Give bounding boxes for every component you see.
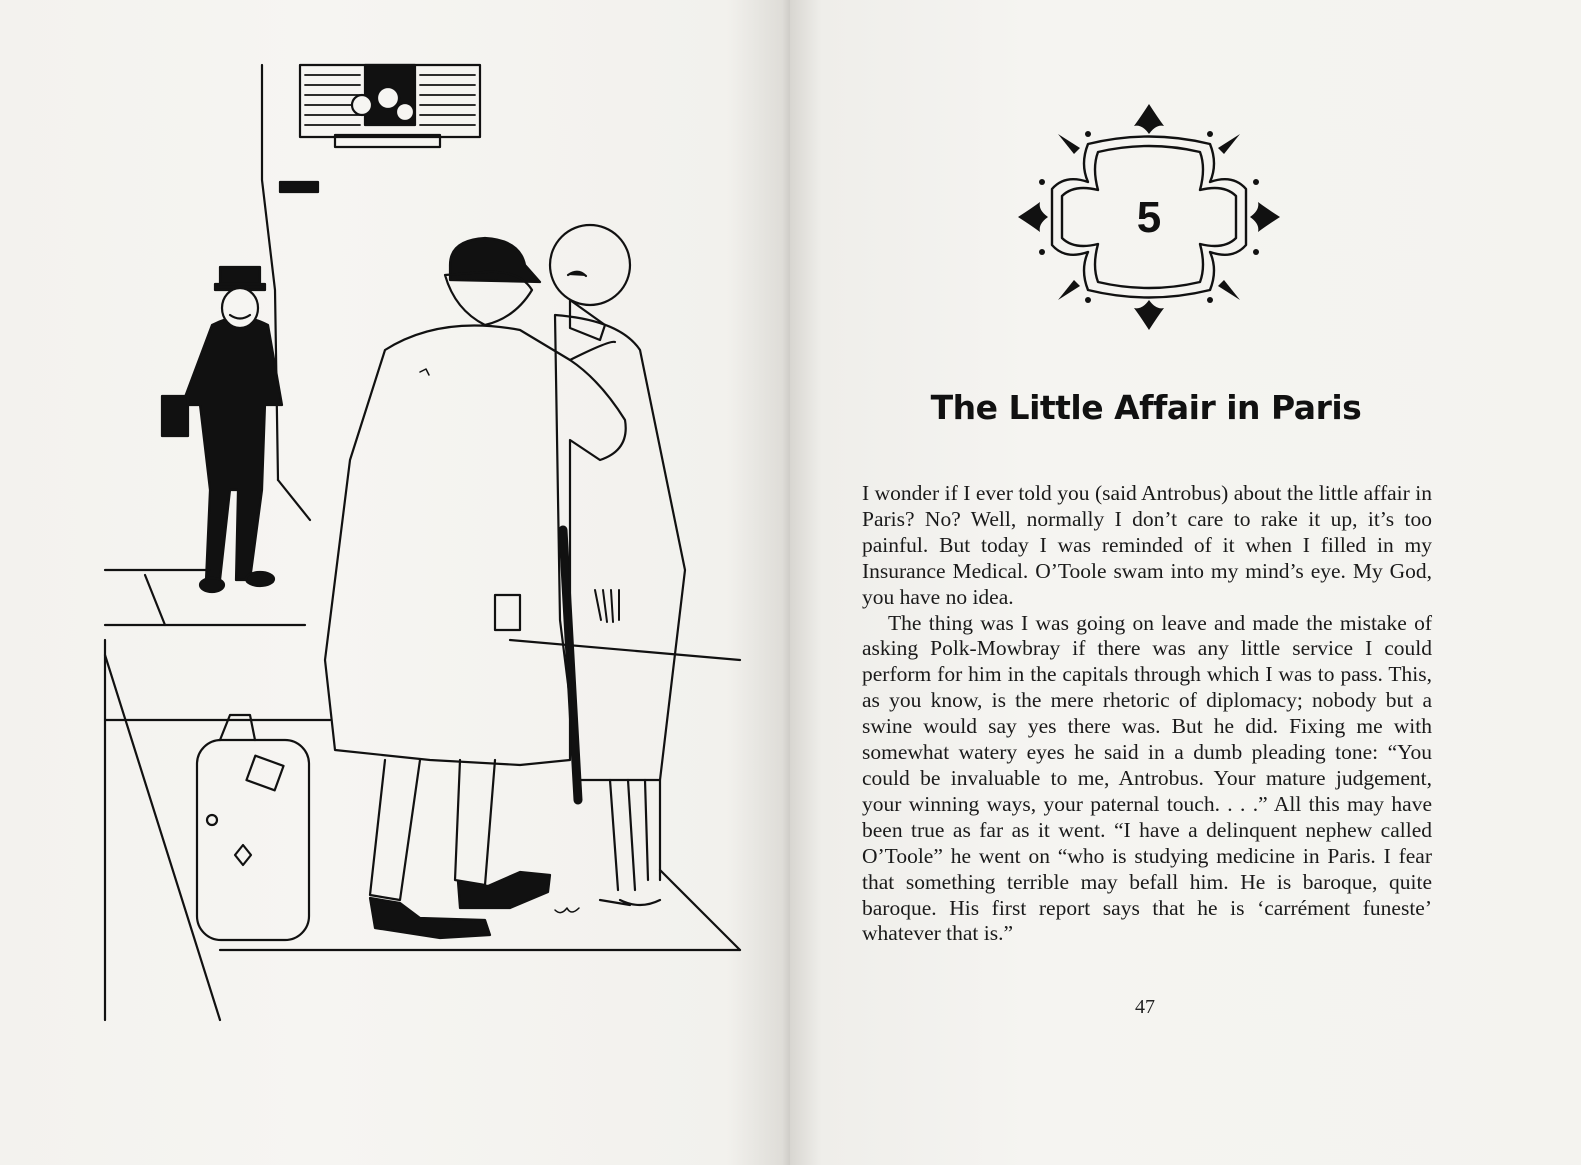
page-number: 47 [1135,996,1155,1018]
paragraph: The thing was I was going on leave and made the mistake of asking Polk-Mowbray if there was any little service I could perform for him in the capitals through which I was to pass. This, as you know, is the mere rhetoric of diplomacy; nobody but a swine would say yes there was. But he did. Fixing me with somewhat watery eyes he said in a dumb pleading tone: “You could be invaluable to me, Antrobus. Your mature judgement, your winning ways, your paternal touch. . . .” All this may have been true as far as it went. “I have a delinquent nephew called O’Toole” he went on “who is studying medicine in Paris. I fear that something terrible may befall him. He is baroque, quite baroque. His first report says that he is ‘carrément funeste’ whatever that is.” [862,610,1432,946]
chapter-title: The Little Affair in Paris [930,388,1362,427]
illustration [100,60,750,1030]
body-text [862,481,1432,947]
chapter-number: 5 [1136,193,1162,242]
left-page [0,0,790,1165]
paragraph: I wonder if I ever told you (said Antrobus) about the little affair in Paris? No? Well, normally I don’t care to rake it up, it’s too painful. But today I was reminded of it when I filled in my Insurance Medical. O’Toole swam into my mind’s eye. My God, you have no idea. [862,481,1432,609]
